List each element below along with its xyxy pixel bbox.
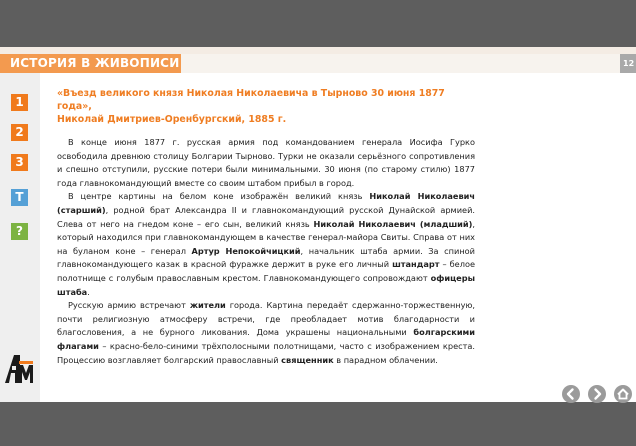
highlight: священник	[281, 354, 334, 365]
highlight: болгарскими флагами	[57, 327, 475, 351]
nav-button-1[interactable]: 1	[11, 94, 28, 111]
sidebar	[0, 73, 40, 402]
paragraph-2	[57, 190, 475, 299]
nav-button-quiz[interactable]: ?	[11, 223, 28, 240]
paragraph-3	[57, 299, 475, 367]
paragraph-1: В конце июня 1877 г. русская армия под командованием генерала Иосифа Гурко освободила древнюю столицу Болгарии Тырново. Турки не оказали серьёзного сопротивления и спешно отступили, русские потери были минимальными. 30 июня (по старому стилю) 1877 года главнокомандующий вместе со своим штабом прибыл в город.	[57, 137, 475, 188]
highlight: Николай Николаевич (младший)	[313, 218, 473, 229]
text-span: , начальник штаба армии. За спиной главнокомандующего казак в красной фуражке держит в руке его личный	[57, 245, 476, 270]
highlight: Николай Николаевич (старший)	[57, 191, 476, 215]
chevron-right-icon	[588, 385, 606, 403]
highlight: офицеры штаба	[57, 272, 475, 297]
text-span: в парадном облачении.	[333, 354, 438, 365]
text-span: .	[87, 286, 90, 297]
painting-title-line1: «Въезд великого князя Николая Николаевича в Тырново 30 июня 1877 года»,	[57, 88, 445, 112]
highlight: жители	[189, 300, 226, 311]
page-number: 12	[620, 54, 636, 73]
text-span: В центре картины на белом коне изображён великий князь	[68, 191, 370, 202]
chevron-left-icon	[562, 385, 580, 403]
painting-title	[57, 87, 475, 126]
prev-button[interactable]	[562, 385, 580, 403]
top-strip	[0, 47, 636, 54]
content-area	[57, 87, 475, 367]
highlight: штандарт	[392, 259, 440, 270]
home-button[interactable]	[614, 385, 632, 403]
nav-button-3[interactable]: 3	[11, 154, 28, 171]
am-logo	[5, 353, 33, 383]
slide-frame	[0, 47, 636, 402]
nav-button-2[interactable]: 2	[11, 124, 28, 141]
text-span: – белое полотнище с голубым православным крестом. Главнокомандующего сопровождают	[57, 259, 475, 283]
next-button[interactable]	[588, 385, 606, 403]
painting-title-line2: Николай Дмитриев-Оренбургский, 1885 г.	[57, 114, 287, 125]
text-span: , родной брат Александра II и главнокомандующий русской Дунайской армией. Слева от него на гнедом коне – его сын, великий князь	[57, 204, 475, 229]
nav-button-text[interactable]: T	[11, 189, 28, 206]
home-icon	[614, 385, 632, 403]
text-span: – красно-бело-синими трёхполосными полотнищами, часто с изображением креста. Процессию возглавляет болгарский православный	[57, 340, 475, 365]
highlight: Артур Непокойчицкий	[191, 245, 301, 256]
text-span: города. Картина передаёт сдержанно-торжественную, почти религиозную атмосферу встречи, где преобладает мотив благодарности и благословения, а не бурного ликования. Дома украшены национальными	[57, 300, 475, 338]
text-span: , который находился при главнокомандующем в качестве генерал-майора Свиты. Справа от них на буланом коне – генерал	[57, 218, 475, 256]
header-bar	[0, 54, 636, 73]
text-span: Русскую армию встречают	[68, 300, 190, 311]
section-title: ИСТОРИЯ В ЖИВОПИСИ	[0, 54, 181, 73]
